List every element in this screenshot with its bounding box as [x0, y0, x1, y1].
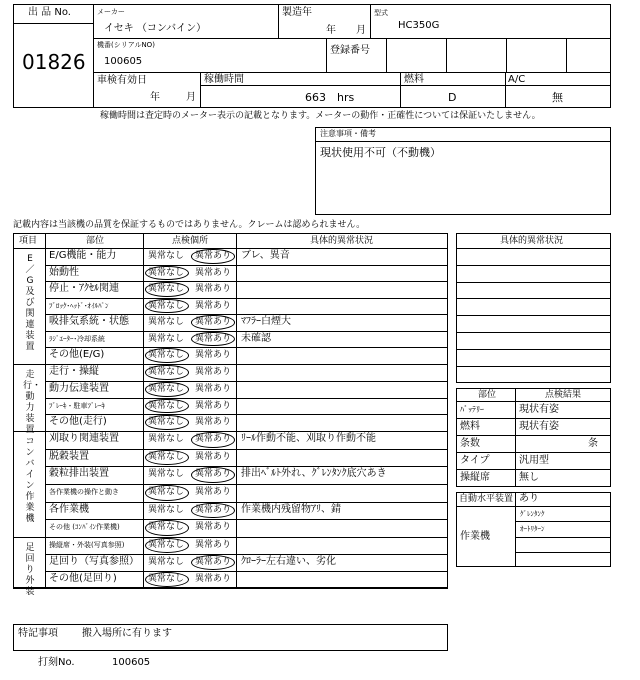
hours-disclaimer: 稼働時間は査定時のメーター表示の記載となります。メーターの動作・正確性については保証いたしません。: [100, 111, 541, 121]
type-label: タイプ: [460, 455, 490, 466]
table-row-part: 走行・操縦: [49, 366, 99, 377]
remarks-box: [13, 624, 448, 651]
ng-label: 異常あり: [195, 451, 232, 462]
group-label: E／G及び関連装置: [25, 254, 35, 352]
right-row-divider: [456, 349, 611, 350]
ok-label: 異常なし: [148, 251, 185, 261]
ng-label: 異常あり: [195, 300, 232, 311]
table-row-part: ﾗｼﾞｴｰﾀｰ･冷却系統: [49, 334, 105, 343]
type-value: 汎用型: [519, 455, 549, 466]
table-row-part: ﾌﾞﾛｯｸ･ﾍｯﾄﾞ･ｵｲﾙﾊﾟﾝ: [49, 301, 109, 310]
inspection-month: 月: [186, 92, 196, 103]
right-row-divider: [456, 298, 611, 299]
ok-label: 異常なし: [148, 267, 185, 278]
group-divider: [13, 537, 448, 538]
table-row-part: 停止・ｱｸｾﾙ関連: [49, 283, 119, 295]
stamp-label: 打刻No.: [38, 657, 75, 668]
ng-label: 異常あり: [195, 383, 232, 394]
ng-label: 異常あり: [195, 522, 232, 533]
fuel-label: 燃料: [404, 74, 424, 85]
ok-label: 異常なし: [148, 434, 185, 444]
month-unit: 月: [356, 25, 366, 36]
inspection-label: 車検有効日: [97, 75, 147, 86]
result-circle: [145, 485, 189, 501]
right-row-divider: [456, 332, 611, 333]
row-divider: [45, 398, 448, 399]
result-circle: [191, 432, 235, 448]
serial-value: 100605: [104, 56, 143, 67]
work-label: 作業機: [460, 531, 490, 542]
remarks-label: 特記事項: [18, 628, 58, 639]
model-label: 型式: [374, 9, 388, 17]
col-item: 項目: [19, 236, 38, 246]
table-row-detail: ﾏﾌﾗｰ白煙大: [241, 316, 291, 328]
table-row-part: その他(E/G): [49, 349, 105, 361]
row-divider: [45, 502, 448, 503]
year-unit: 年: [326, 25, 336, 36]
row-divider: [45, 298, 448, 299]
row-divider: [45, 554, 448, 555]
result-circle: [145, 348, 189, 363]
table-row-part: 操縦席・外装(写真参照): [49, 541, 125, 549]
col-part: 部位: [86, 236, 105, 246]
group-label: 足回り外装: [25, 543, 35, 597]
ng-label: 異常あり: [195, 333, 232, 344]
ng-label: 異常あり: [195, 469, 232, 480]
row-divider: [45, 265, 448, 266]
result-circle: [145, 450, 189, 466]
inspection-year: 年: [150, 92, 160, 103]
model-value: HC350G: [398, 20, 440, 31]
right-row-divider: [456, 265, 611, 266]
hours-unit: hrs: [337, 91, 355, 104]
work-item-grain-tank: ｸﾞﾚﾝﾀﾝｸ: [520, 510, 545, 518]
right-detail-table: [456, 233, 611, 383]
result-circle: [145, 299, 189, 314]
ok-label: 異常なし: [148, 557, 185, 567]
result-circle: [191, 503, 235, 519]
battery-label: ﾊﾞｯﾃﾘｰ: [460, 405, 484, 414]
table-row-detail: ブレ、異音: [241, 250, 290, 261]
table-row-part: 足回り（写真参照）: [49, 556, 139, 567]
level-value: あり: [519, 493, 539, 504]
table-row-detail: ｸﾛｰﾗｰ左右違い、劣化: [241, 556, 336, 567]
ok-label: 異常なし: [148, 284, 185, 295]
result-circle: [191, 467, 235, 483]
ng-label: 異常あり: [195, 434, 232, 444]
maker-label: メーカー: [97, 8, 125, 16]
row-divider: [45, 449, 448, 450]
stamp-value: 100605: [112, 657, 151, 668]
fuel-result-label: 燃料: [460, 421, 480, 432]
result-circle: [145, 382, 189, 397]
level-label: 自動水平装置: [459, 494, 514, 504]
ok-label: 異常なし: [148, 417, 185, 428]
row-divider: [45, 281, 448, 282]
result-circle: [145, 266, 189, 281]
col-check: 点検個所: [172, 236, 209, 246]
rows-unit: 条: [588, 438, 598, 449]
row-divider: [45, 484, 448, 485]
ng-label: 異常あり: [195, 284, 232, 295]
results-col-part: 部位: [478, 390, 497, 400]
ok-label: 異常なし: [148, 522, 185, 533]
ng-label: 異常あり: [195, 350, 232, 361]
table-row-part: 動力伝達装置: [49, 382, 109, 394]
ng-label: 異常あり: [195, 487, 232, 497]
right-row-divider: [456, 366, 611, 367]
ng-label: 異常あり: [195, 400, 232, 411]
group-divider: [13, 364, 448, 365]
group-label: 走行・動力装置: [23, 370, 42, 435]
ok-label: 異常なし: [148, 383, 185, 394]
ok-label: 異常なし: [148, 317, 185, 328]
right-row-divider: [456, 282, 611, 283]
right-row-divider: [456, 248, 611, 249]
table-row-part: その他(足回り): [49, 573, 117, 584]
row-divider: [45, 381, 448, 382]
table-row-detail: 作業機内残留物ｱﾘ、錆: [241, 503, 341, 515]
result-circle: [145, 415, 189, 430]
remarks-value: 搬入場所に有ります: [82, 628, 172, 639]
hours-label: 稼働時間: [204, 74, 244, 85]
table-row-part: ﾌﾞﾚｰｷ・駐車ﾌﾞﾚｰｷ: [49, 401, 105, 410]
table-row-part: 各作業機の操作と動き: [49, 488, 119, 496]
row-divider: [45, 347, 448, 348]
result-circle: [145, 365, 189, 380]
lot-number: 01826: [22, 50, 86, 74]
results-col-result: 点検結果: [545, 390, 582, 400]
rows-label: 条数: [460, 438, 480, 449]
table-row-detail: ﾘｰﾙ作動不能、刈取り作動不能: [241, 433, 376, 444]
maker-value: イセキ （コンバイン）: [104, 23, 207, 34]
reg-label: 登録番号: [330, 45, 370, 56]
ok-label: 異常なし: [148, 367, 185, 377]
result-circle: [191, 555, 235, 570]
ok-label: 異常なし: [148, 469, 185, 480]
lot-label: 出 品 No.: [28, 7, 71, 18]
right-row-divider: [456, 315, 611, 316]
col-detail: 具体的異常状況: [310, 236, 374, 246]
ng-label: 異常あり: [195, 267, 232, 278]
table-row-part: 脱穀装置: [49, 450, 89, 462]
fuel-result-value: 現状有姿: [519, 421, 559, 432]
ng-label: 異常あり: [195, 540, 232, 550]
year-label: 製造年: [282, 7, 312, 18]
result-circle: [145, 520, 189, 536]
group-divider: [13, 588, 448, 589]
ok-label: 異常なし: [148, 504, 185, 515]
result-circle: [145, 572, 189, 587]
group-label: コンバイン作業機: [25, 437, 35, 524]
table-row-detail: 排出ﾍﾞﾙﾄ外れ、ｸﾞﾚﾝﾀﾝｸ底穴あき: [241, 468, 387, 480]
table-row-part: 各作業機: [49, 503, 89, 515]
cabin-value: 無し: [519, 472, 539, 483]
ng-label: 異常あり: [195, 557, 232, 567]
result-circle: [145, 399, 189, 414]
ok-label: 異常なし: [148, 400, 185, 411]
ng-label: 異常あり: [195, 251, 232, 261]
ok-label: 異常なし: [148, 487, 185, 497]
table-row-part: 刈取り関連装置: [49, 433, 119, 444]
ng-label: 異常あり: [195, 574, 232, 584]
table-row-part: その他 (ｺﾝﾊﾞｲﾝ作業機): [49, 523, 120, 532]
ng-label: 異常あり: [195, 367, 232, 377]
work-item-auto-return: ｵｰﾄﾘﾀｰﾝ: [520, 525, 545, 533]
result-circle: [191, 249, 235, 264]
ok-label: 異常なし: [148, 333, 185, 344]
caution-value: 現状使用不可（不動機）: [320, 146, 441, 159]
ok-label: 異常なし: [148, 300, 185, 311]
ok-label: 異常なし: [148, 350, 185, 361]
hours-value: 663: [305, 91, 326, 104]
table-row-detail: 未確認: [241, 332, 271, 344]
table-row-part: 始動性: [49, 266, 79, 278]
group-divider: [13, 431, 448, 432]
result-circle: [191, 315, 235, 330]
ng-label: 異常あり: [195, 317, 232, 328]
ac-value: 無: [552, 91, 563, 104]
caution-label: 注意事項・備考: [320, 129, 376, 138]
row-divider: [45, 571, 448, 572]
table-row-part: その他(走行): [49, 416, 107, 428]
battery-value: 現状有姿: [519, 404, 559, 415]
row-divider: [45, 519, 448, 520]
table-row-part: 穀粒排出装置: [49, 468, 109, 480]
table-row-part: E/G機能・能力: [49, 250, 117, 261]
table-row-part: 吸排気系統・状態: [49, 316, 129, 328]
ac-label: A/C: [508, 74, 526, 85]
fuel-value: D: [448, 91, 457, 104]
cabin-label: 操縦席: [460, 472, 490, 483]
ng-label: 異常あり: [195, 417, 232, 428]
ok-label: 異常なし: [148, 451, 185, 462]
row-divider: [45, 331, 448, 332]
serial-label: 機番(シリアルNO): [97, 41, 155, 49]
right-detail-header: 具体的異常状況: [500, 236, 564, 246]
ok-label: 異常なし: [148, 540, 185, 550]
ng-label: 異常あり: [195, 504, 232, 515]
ok-label: 異常なし: [148, 574, 185, 584]
result-circle: [145, 282, 189, 297]
result-circle: [145, 538, 189, 553]
quality-disclaimer: 記載内容は当該機の品質を保証するものではありません。クレームは認められません。: [13, 220, 366, 230]
